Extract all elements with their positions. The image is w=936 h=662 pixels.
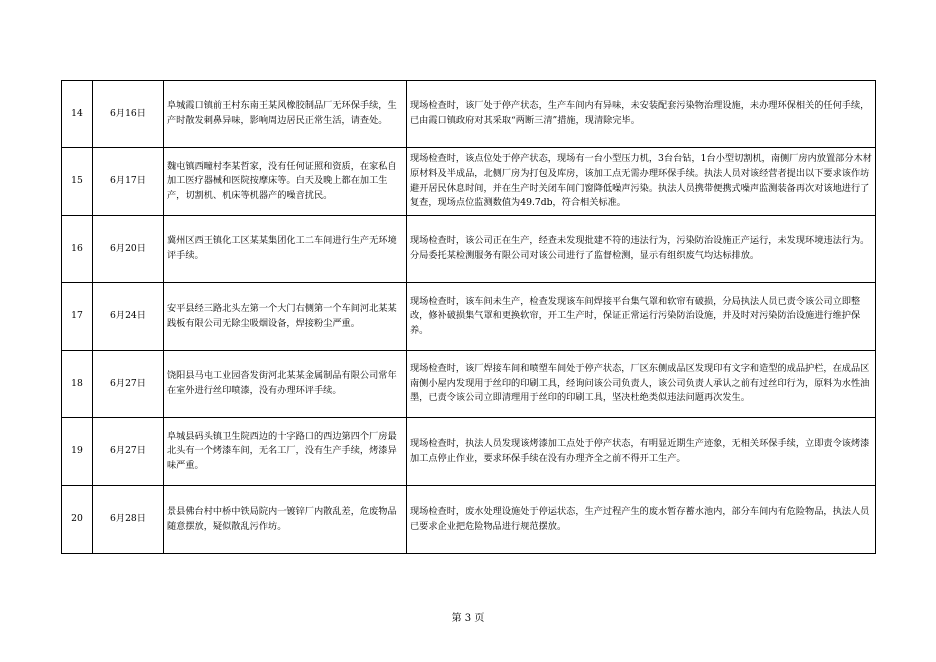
row-number: 14 bbox=[62, 81, 93, 148]
row-result: 现场检查时，该厂处于停产状态，生产车间内有异味，未安装配套污染物治理设施，未办理环保相关的任何手续，已由霞口镇政府对其采取“两断三清”措施，现清除完毕。 bbox=[407, 81, 876, 148]
row-issue: 饶阳县马屯工业园沓发街河北某某金属制品有限公司常年在室外进行丝印喷漆，没有办理环评手续。 bbox=[164, 351, 407, 418]
row-result: 现场检查时，该公司正在生产，经查未发现批建不符的违法行为，污染防治设施正产运行，未发现环境违法行为。分局委托某检测服务有限公司对该公司进行了监督检测，显示有组织废气均达标排放。 bbox=[407, 216, 876, 283]
table-row bbox=[62, 81, 876, 148]
row-result: 现场检查时，废水处理设施处于停运状态，生产过程产生的废水暂存蓄水池内，部分车间内有危险物品，执法人员已要求企业把危险物品进行规范摆放。 bbox=[407, 486, 876, 554]
row-issue: 阜城霞口镇前王村东南王某风橡胶制品厂无环保手续，生产时散发刺鼻异味，影响周边居民正常生活，请查处。 bbox=[164, 81, 407, 148]
page-number: 第 3 页 bbox=[451, 613, 485, 624]
row-date: 6月16日 bbox=[93, 81, 164, 148]
row-date: 6月24日 bbox=[93, 283, 164, 351]
row-result: 现场检查时，该厂焊接车间和喷塑车间处于停产状态，厂区东侧成品区发现印有文字和造型的成品护栏，在成品区南侧小屋内发现用于丝印的印刷工具，经询问该公司负责人，该公司负责人承认之前有过丝印行为，原料为水性油墨，已责令该公司立即清理用于丝印的印刷工具，坚决杜绝类似违法问题再次发生。 bbox=[407, 351, 876, 418]
row-result: 现场检查时，该车间未生产，检查发现该车间焊接平台集气罩和软帘有破损，分局执法人员已责令该公司立即整改，修补破损集气罩和更换软帘，开工生产时，保证正常运行污染防治设施，并及时对污染防治设施进行维护保养。 bbox=[407, 283, 876, 351]
row-issue: 阜城县码头镇卫生院西边的十字路口的西边第四个厂房最北头有一个烤漆车间，无名工厂，没有生产手续，烤漆异味严重。 bbox=[164, 418, 407, 486]
row-number: 16 bbox=[62, 216, 93, 283]
row-result: 现场检查时，该点位处于停产状态，现场有一台小型压力机，3台台钻，1台小型切割机，南侧厂房内放置部分木材原材料及半成品，北侧厂房为打包及库房，该加工点无需办理环保手续。执法人员对该经营者提出以下要求该作坊避开居民休息时间，并在生产时关闭车间门窗降低噪声污染。执法人员携带便携式噪声监测装备再次对该地进行了复查，现场点位监测数值为49.7db，符合相关标准。 bbox=[407, 148, 876, 216]
row-issue: 魏屯镇西疃村李某哲家，没有任何证照和资质，在家私自加工医疗器械和医院按摩床等。白天及晚上都在加工生产，切割机、机床等机器产的噪音扰民。 bbox=[164, 148, 407, 216]
row-number: 19 bbox=[62, 418, 93, 486]
row-issue: 景县佛台村中桥中铁局院内一镀锌厂内散乱差，危废物品随意摆放，疑似散乱污作坊。 bbox=[164, 486, 407, 554]
row-issue: 安平县经三路北头左第一个大门右侧第一个车间河北某某践板有限公司无除尘吸烟设备，焊接粉尘严重。 bbox=[164, 283, 407, 351]
complaint-table bbox=[61, 80, 876, 554]
table-row bbox=[62, 283, 876, 351]
row-date: 6月20日 bbox=[93, 216, 164, 283]
table-row bbox=[62, 486, 876, 554]
table-row bbox=[62, 148, 876, 216]
row-date: 6月27日 bbox=[93, 351, 164, 418]
row-date: 6月17日 bbox=[93, 148, 164, 216]
row-result: 现场检查时，执法人员发现该烤漆加工点处于停产状态，有明显近期生产迹象，无相关环保手续，立即责令该烤漆加工点停止作业，要求环保手续在没有办理齐全之前不得开工生产。 bbox=[407, 418, 876, 486]
row-date: 6月27日 bbox=[93, 418, 164, 486]
table-row bbox=[62, 351, 876, 418]
row-number: 18 bbox=[62, 351, 93, 418]
row-date: 6月28日 bbox=[93, 486, 164, 554]
table-row bbox=[62, 418, 876, 486]
table-row bbox=[62, 216, 876, 283]
row-issue: 冀州区西王镇化工区某某集团化工二车间进行生产无环境评手续。 bbox=[164, 216, 407, 283]
row-number: 20 bbox=[62, 486, 93, 554]
row-number: 17 bbox=[62, 283, 93, 351]
row-number: 15 bbox=[62, 148, 93, 216]
